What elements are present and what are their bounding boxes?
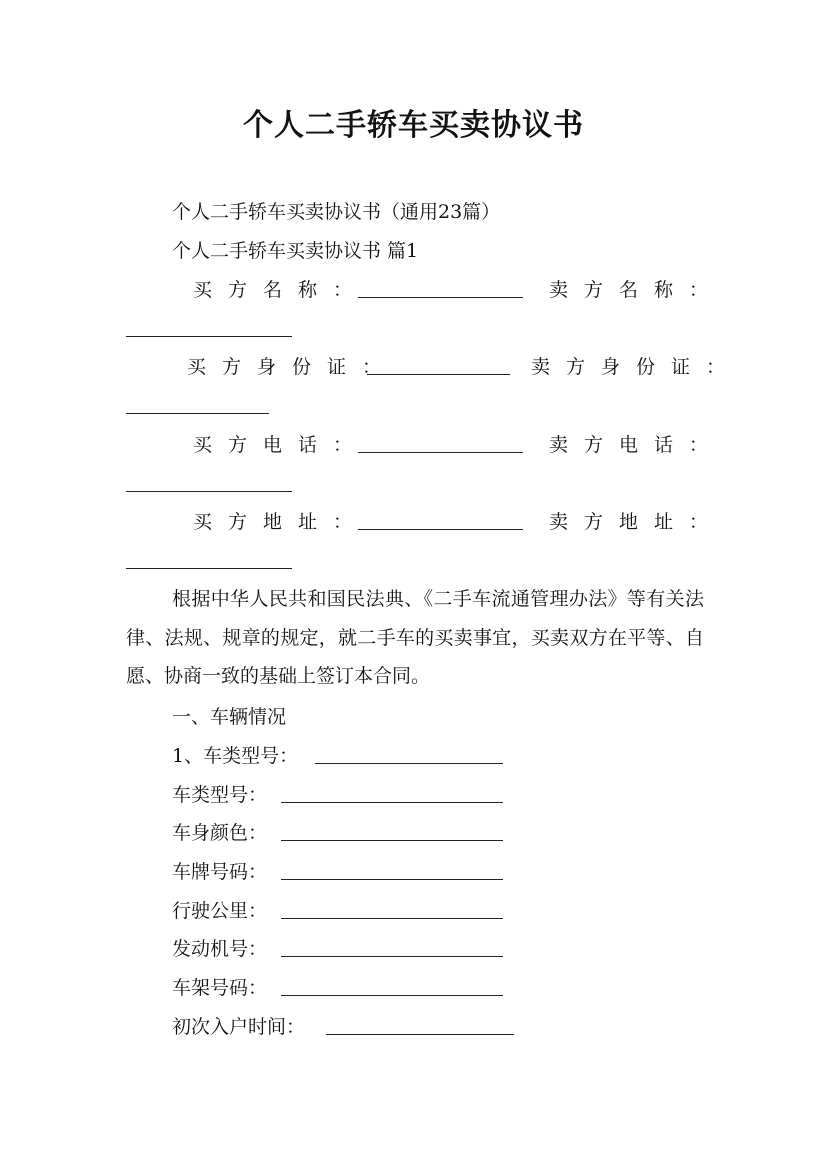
vehicle-field-label: 车身颜色： (172, 822, 268, 844)
buyer-phone-label: 买方电话： (193, 434, 369, 456)
vehicle-field-label: 车类型号： (172, 784, 268, 806)
vehicle-field-blank (281, 861, 503, 880)
vehicle-field-label: 车牌号码： (172, 861, 268, 883)
vehicle-field-label: 初次入户时间： (172, 1016, 306, 1038)
buyer-address-label: 买方地址： (193, 511, 369, 533)
vehicle-field-blank (315, 745, 503, 764)
vehicle-field-blank (281, 822, 503, 841)
intro-paragraph: 根据中华人民共和国民法典、《二手车流通管理办法》等有关法律、法规、规章的规定，就二手车的买卖事宜，买卖双方在平等、自愿、协商一致的基础上签订本合同。 (126, 588, 704, 687)
vehicle-field-blank (281, 977, 503, 996)
vehicle-field-blank (281, 784, 503, 803)
seller-name-label: 卖方名称： (549, 279, 725, 301)
vehicle-field-label: 1、车类型号： (172, 745, 299, 767)
buyer-phone-blank (358, 434, 523, 453)
seller-address-label: 卖方地址： (549, 511, 725, 533)
seller-id-label: 卖方身份证： (531, 356, 742, 378)
buyer-id-label: 买方身份证： (187, 356, 398, 378)
vehicle-field-blank (326, 1016, 514, 1035)
vehicle-field-label: 车架号码： (172, 977, 268, 999)
vehicle-field-label: 发动机号： (172, 938, 268, 960)
vehicle-field-blank (281, 900, 503, 919)
buyer-address-blank (358, 511, 523, 530)
seller-address-blank (126, 550, 292, 569)
document-title: 个人二手轿车买卖协议书 (243, 108, 584, 143)
buyer-id-blank (367, 356, 510, 375)
buyer-name-blank (358, 279, 523, 298)
seller-phone-blank (126, 473, 292, 492)
vehicle-field-label: 行驶公里： (172, 900, 268, 922)
seller-id-blank (126, 395, 269, 414)
vehicle-field-blank (281, 938, 503, 957)
section-heading: 个人二手轿车买卖协议书 篇1 (172, 240, 419, 262)
buyer-name-label: 买方名称： (193, 279, 369, 301)
vehicle-section-title: 一、车辆情况 (172, 706, 287, 728)
seller-phone-label: 卖方电话： (549, 434, 725, 456)
seller-name-blank (126, 318, 292, 337)
document-subtitle: 个人二手轿车买卖协议书（通用23篇） (172, 201, 501, 223)
